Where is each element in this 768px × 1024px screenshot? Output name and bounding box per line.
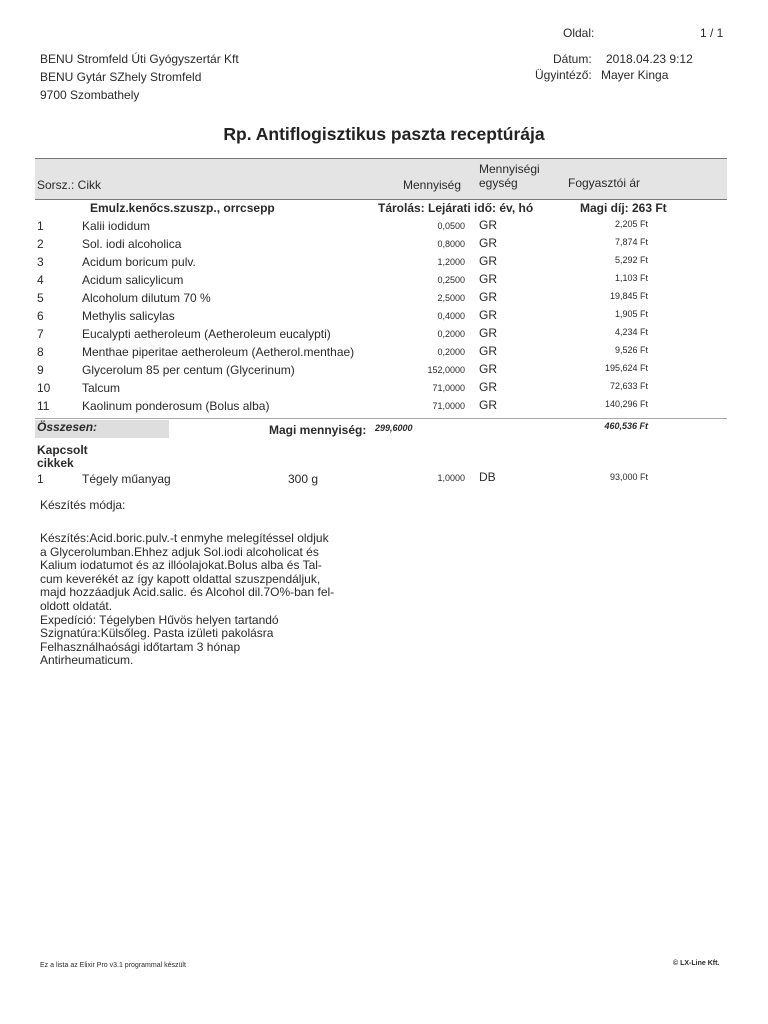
company-branch: BENU Gytár SZhely Stromfeld — [40, 70, 202, 84]
magi-qty-label: Magi mennyiség: — [269, 423, 367, 437]
page-title: Rp. Antiflogisztikus paszta receptúrája — [223, 124, 545, 144]
related-row-unit: DB — [479, 470, 496, 484]
date-value: 2018.04.23 9:12 — [606, 52, 693, 66]
preparation-line: majd hozzáadjuk Acid.salic. és Alcohol dil.7O%-ban fel- — [40, 585, 335, 600]
total-price: 460,536 Ft — [604, 421, 648, 431]
company-name: BENU Stromfeld Úti Gyógyszertár Kft — [40, 52, 239, 66]
preparation-line: Expedíció: Tégelyben Hűvös helyen tartandó — [40, 612, 279, 627]
date-label: Dátum: — [553, 52, 592, 66]
row-qty: 0,0500 — [437, 221, 465, 231]
row-unit: GR — [479, 254, 497, 268]
row-unit: GR — [479, 236, 497, 250]
group-storage: Tárolás: Lejárati idő: év, hó — [378, 201, 534, 215]
row-unit: GR — [479, 362, 497, 376]
related-row-number: 1 — [37, 472, 44, 486]
row-price: 72,633 Ft — [609, 381, 648, 391]
row-name: Eucalypti aetheroleum (Aetheroleum eucalypti) — [82, 327, 331, 341]
total-label: Összesen: — [37, 420, 98, 434]
preparation-label: Készítés módja: — [40, 498, 126, 512]
col-price: Fogyasztói ár — [568, 176, 641, 190]
row-qty: 0,8000 — [437, 239, 465, 249]
row-price: 7,874 Ft — [614, 237, 648, 247]
row-number: 7 — [37, 327, 44, 341]
row-price: 5,292 Ft — [614, 255, 648, 265]
preparation-line: Készítés:Acid.boric.pulv.-t enmyhe melegítéssel oldjuk — [40, 531, 329, 545]
row-unit: GR — [479, 398, 497, 412]
row-number: 5 — [37, 291, 44, 305]
row-name: Sol. iodi alcoholica — [82, 237, 182, 251]
row-price: 140,296 Ft — [604, 399, 648, 409]
row-number: 8 — [37, 345, 44, 359]
row-price: 195,624 Ft — [604, 363, 648, 373]
row-unit: GR — [479, 308, 497, 322]
row-number: 11 — [37, 399, 50, 413]
row-name: Kaolinum ponderosum (Bolus alba) — [82, 399, 270, 413]
related-row-size: 300 g — [288, 472, 319, 486]
row-unit: GR — [479, 272, 497, 286]
row-number: 2 — [37, 237, 44, 251]
total-separator — [35, 418, 727, 419]
row-qty: 0,2500 — [437, 275, 465, 285]
preparation-line: a Glycerolumban.Ehhez adjuk Sol.iodi alcoholicat és — [40, 544, 319, 559]
row-name: Alcoholum dilutum 70 % — [82, 291, 211, 305]
row-number: 10 — [37, 381, 51, 395]
row-name: Methylis salicylas — [82, 309, 175, 323]
row-qty: 152,0000 — [427, 365, 465, 375]
row-qty: 0,4000 — [437, 311, 465, 321]
page-label: Oldal: — [563, 26, 595, 40]
company-address: 9700 Szombathely — [40, 88, 140, 102]
preparation-line: oldott oldatát. — [40, 598, 113, 613]
footer-copyright: © LX-Line Kft. — [673, 960, 720, 967]
related-heading-1: Kapcsolt — [37, 443, 88, 457]
magi-qty-value: 299,6000 — [375, 423, 413, 433]
row-name: Menthae piperitae aetheroleum (Aetherol.menthae) — [82, 345, 355, 359]
preparation-line: Szignatúra:Külsőleg. Pasta izületi pakolásra — [40, 626, 274, 641]
preparation-line: Kalium iodatumot és az illóolajokat.Bolus alba és Tal- — [40, 558, 322, 573]
row-name: Talcum — [82, 381, 121, 395]
row-unit: GR — [479, 380, 497, 394]
footer-program-note: Ez a lista az Elixir Pro v3.1 programmal készült — [40, 962, 186, 969]
row-price: 2,205 Ft — [614, 219, 648, 229]
row-number: 4 — [37, 273, 44, 287]
row-qty: 0,2000 — [437, 329, 465, 339]
clerk-value: Mayer Kinga — [601, 68, 669, 82]
row-price: 4,234 Ft — [614, 327, 648, 337]
row-unit: GR — [479, 344, 497, 358]
row-qty: 71,0000 — [432, 401, 465, 411]
row-qty: 71,0000 — [432, 383, 465, 393]
row-price: 19,845 Ft — [609, 291, 648, 301]
row-number: 1 — [37, 219, 44, 233]
row-name: Glycerolum 85 per centum (Glycerinum) — [82, 363, 295, 377]
col-index-item: Sorsz.: Cikk — [37, 178, 102, 192]
col-quantity: Mennyiség — [403, 178, 462, 192]
row-unit: GR — [479, 218, 497, 232]
row-price: 9,526 Ft — [614, 345, 648, 355]
related-heading-2: cikkek — [37, 456, 74, 470]
row-number: 3 — [37, 255, 44, 269]
row-qty: 0,2000 — [437, 347, 465, 357]
related-row-name: Tégely műanyag — [82, 472, 171, 486]
related-row-price: 93,000 Ft — [609, 472, 648, 482]
group-name: Emulz.kenőcs.szuszp., orrcsepp — [90, 201, 275, 215]
row-name: Kalii iodidum — [82, 219, 151, 233]
preparation-line: Antirheumaticum. — [40, 653, 134, 668]
row-price: 1,103 Ft — [614, 273, 648, 283]
row-number: 6 — [37, 309, 44, 323]
row-name: Acidum boricum pulv. — [82, 255, 196, 269]
preparation-line: cum keverékét az így kapott oldattal szuszpendáljuk, — [40, 571, 321, 586]
row-name: Acidum salicylicum — [82, 273, 184, 287]
row-unit: GR — [479, 290, 497, 304]
row-qty: 1,2000 — [437, 257, 465, 267]
row-qty: 2,5000 — [437, 293, 465, 303]
page-value: 1 / 1 — [700, 26, 724, 40]
clerk-label: Ügyintéző: — [535, 68, 592, 82]
col-unit-line1: Mennyiségi — [479, 162, 540, 176]
row-price: 1,905 Ft — [614, 309, 648, 319]
row-unit: GR — [479, 326, 497, 340]
preparation-text — [40, 532, 370, 668]
row-number: 9 — [37, 363, 44, 377]
group-fee: Magi díj: 263 Ft — [580, 201, 667, 215]
preparation-line: Felhasználhaósági időtartam 3 hónap — [40, 639, 241, 654]
col-unit-line2: egység — [479, 176, 518, 190]
related-row-qty: 1,0000 — [437, 473, 465, 483]
